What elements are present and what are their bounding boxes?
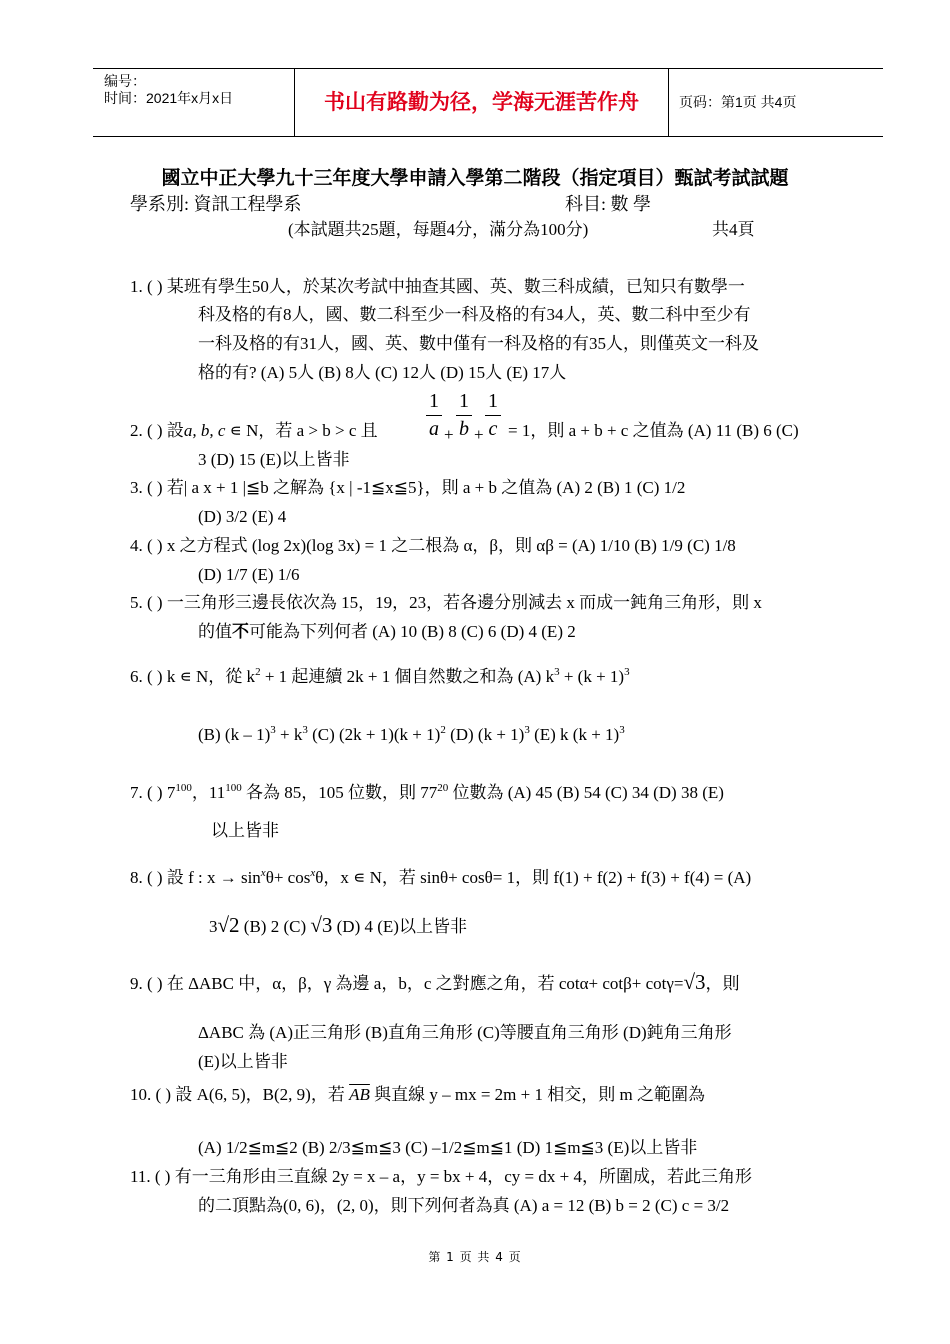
frac-bar [426,415,442,416]
q10-line1 [130,1084,705,1106]
q8-l1b: θ+ cos [265,868,311,887]
header-page-info: 页码：第1页 共4页 [679,94,797,110]
q5-l2c: 可能為下列何者 (A) 10 (B) 8 (C) 6 (D) 4 (E) 2 [249,622,576,641]
frac-bar [485,415,501,416]
q3-line2: (D) 3/2 (E) 4 [198,507,287,526]
exp: 3 [270,724,276,736]
q8-l1c: θ，x ∊ N，若 sinθ+ cosθ= 1，則 f(1) + f(2) + f(3) + f(4) = (A) [315,868,752,887]
fraction-1-over-a [426,390,442,441]
exam-subject: 科目: 數 學 [565,194,652,214]
exp: 100 [175,782,192,794]
exp: x [260,867,266,879]
q11-line1: 11. ( ) 有一三角形由三直線 2y = x – a，y = bx + 4，cy = dx + 4，所圍成，若此三角形 [130,1167,752,1186]
exam-pages: 共4頁 [712,220,755,239]
q6-l2b: + k [275,725,303,744]
exp: 3 [619,724,625,736]
q1-line2: 科及格的有8人，國、數二科至少一科及格的有34人，英、數二科中至少有 [198,305,751,324]
q7-line1 [130,782,724,804]
exp: x [310,867,316,879]
q10-line2: (A) 1/2≦m≦2 (B) 2/3≦m≦3 (C) –1/2≦m≦1 (D) 1≦m≦3 (E)以上皆非 [198,1138,698,1157]
frac-num: 1 [459,390,469,412]
frac-bar [456,415,472,416]
frac-den-a: a [429,418,439,440]
frac-plus: + [474,425,484,444]
exp: 20 [437,782,449,794]
q7-l1c: 各為 85，105 位數，則 77 [241,783,438,802]
q9-line2: ΔABC 為 (A)正三角形 (B)直角三角形 (C)等腰直角三角形 (D)鈍角三角形 [198,1023,732,1042]
fraction-1-over-b [456,390,472,441]
header-number-label: 编号： [104,73,146,89]
q9-l1a: 9. ( ) 在 ΔABC 中，α，β，γ 為邊 a，b，c 之對應之角，若 cotα+ cotβ+ cotγ= [130,974,684,993]
sqrt3-symbol: √3 [310,913,333,937]
fraction-1-over-c [485,390,501,441]
exp: 100 [225,782,242,794]
document-header [93,68,883,137]
q5-line2 [198,621,576,643]
exp: 3 [524,724,530,736]
q6-l2c: (C) (2k + 1)(k + 1) [307,725,441,744]
exam-title: 國立中正大學九十三年度大學申請入學第二階段（指定項目）甄試考試試題 [161,167,789,189]
q7-line2: 以上皆非 [211,821,279,840]
q6-l1a: 6. ( ) k ∊ N，從 k [130,667,256,686]
q5-l2a: 的值 [198,622,232,641]
q4-line1: 4. ( ) x 之方程式 (log 2x)(log 3x) = 1 之二根為 α，β，則 αβ = (A) 1/10 (B) 1/9 (C) 1/8 [130,536,736,555]
q9-line1 [130,971,740,995]
exp: 3 [302,724,308,736]
q1-line3: 一科及格的有31人，國、英、數中僅有一科及格的有35人，則僅英文一科及 [198,334,759,353]
exam-info: (本試題共25題，每題4分，滿分為100分) [288,220,589,239]
q2-line2: 3 (D) 15 (E)以上皆非 [198,450,350,469]
q2-cond: ∊ N，若 a > b > c 且 [225,421,378,440]
exam-department: 學系別: 資訊工程學系 [130,194,302,214]
frac-num: 1 [488,390,498,412]
q8-line2 [209,914,467,938]
q8-l2c: (D) 4 (E)以上皆非 [332,917,467,936]
q6-l1b: + 1 起連續 2k + 1 個自然數之和為 (A) k [260,667,555,686]
q2-line1a [130,420,378,442]
q5-not: 不 [232,622,249,641]
q2-vars: a, b, c [183,421,226,440]
header-time-label: 时间：2021年x月x日 [104,90,234,106]
q5-line1: 5. ( ) 一三角形三邊長依次為 15，19，23，若各邊分別減去 x 而成一鈍角三角形，則 x [130,593,762,612]
sqrt2-symbol: √2 [217,913,240,937]
q8-l2a: 3 [209,917,218,936]
q8-l1a: 8. ( ) 設 f : x → sin [130,868,261,887]
q11-line2: 的二頂點為(0, 6)，(2, 0)，則下列何者為真 (A) a = 12 (B) b = 2 (C) c = 3/2 [198,1196,730,1215]
q1-line1: 1. ( ) 某班有學生50人，於某次考試中抽查其國、英、數三科成績，已知只有數學一 [130,277,745,296]
page-footer: 第 1 页 共 4 页 [428,1250,522,1264]
q7-l1d: 位數為 (A) 45 (B) 54 (C) 34 (D) 38 (E) [448,783,724,802]
q6-l2a: (B) (k – 1) [198,725,271,744]
frac-den-b: b [459,418,469,440]
exp: 2 [440,724,446,736]
frac-den-c: c [488,418,498,440]
q6-l2e: (E) k (k + 1) [529,725,620,744]
frac-num: 1 [429,390,439,412]
q8-line1 [130,867,751,889]
q2-equation: = 1，則 a + b + c 之值為 (A) 11 (B) 6 (C) [508,421,799,440]
q4-line2: (D) 1/7 (E) 1/6 [198,565,300,584]
q6-line2 [198,724,625,746]
q7-l1a: 7. ( ) 7 [130,783,176,802]
exp: 2 [255,666,261,678]
q10-l1b: 與直線 y – mx = 2m + 1 相交，則 m 之範圍為 [369,1085,705,1104]
frac-plus: + [444,425,454,444]
q2-prefix: 2. ( ) 設 [130,421,184,440]
q9-l1b: ，則 [705,974,740,993]
q6-l2d: (D) (k + 1) [445,725,525,744]
exp: 3 [624,666,630,678]
q6-l1c: + (k + 1) [559,667,625,686]
q10-l1a: 10. ( ) 設 A(6, 5)，B(2, 9)，若 [130,1085,350,1104]
segment-ab: $\overline{AB}$ [349,1085,370,1104]
q3-line1: 3. ( ) 若| a x + 1 |≦b 之解為 {x | -1≦x≦5}，則 a + b 之值為 (A) 2 (B) 1 (C) 1/2 [130,478,686,497]
header-motto: 书山有路勤为径，学海无涯苦作舟 [295,69,669,136]
q9-line3: (E)以上皆非 [198,1052,288,1071]
q7-l1b: ，11 [191,783,226,802]
sqrt3-symbol: √3 [683,970,706,994]
q8-l2b: (B) 2 (C) [239,917,311,936]
q6-line1 [130,666,630,688]
header-meta [93,69,295,136]
q1-line4: 格的有? (A) 5人 (B) 8人 (C) 12人 (D) 15人 (E) 17人 [198,363,567,382]
exp: 3 [554,666,560,678]
